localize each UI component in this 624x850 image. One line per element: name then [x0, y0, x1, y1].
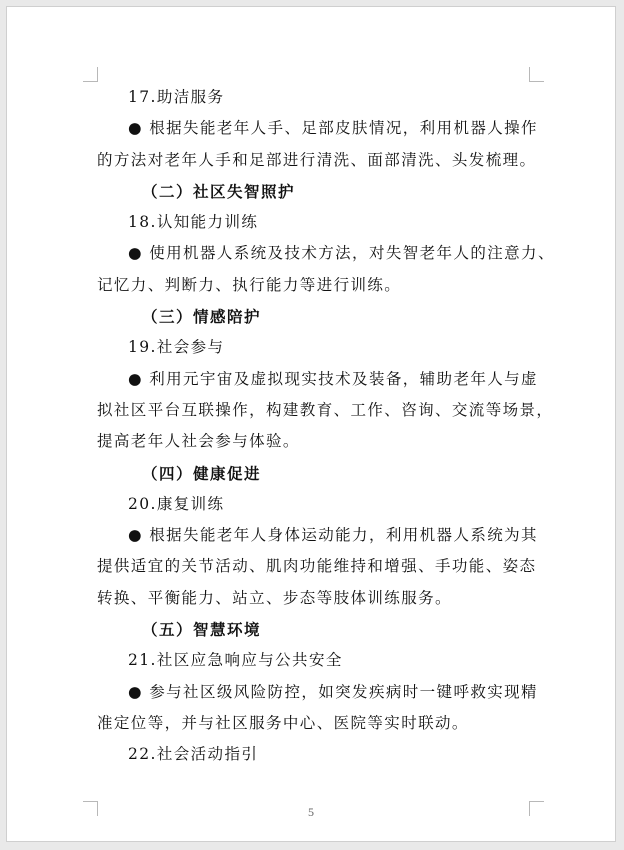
bullet-paragraph-line: ● 根据失能老年人手、足部皮肤情况，利用机器人操作	[128, 119, 538, 138]
page-number: 5	[308, 805, 314, 819]
bullet-paragraph-line: ● 根据失能老年人身体运动能力，利用机器人系统为其	[128, 526, 538, 545]
paragraph-continuation-line: 记忆力、判断力、执行能力等进行训练。	[97, 275, 402, 294]
item-heading: 20.康复训练	[128, 494, 225, 513]
section-heading: （四）健康促进	[142, 463, 262, 483]
item-heading: 19.社会参与	[128, 338, 225, 357]
crop-mark-top-right	[529, 67, 544, 82]
paragraph-continuation-line: 提高老年人社会参与体验。	[97, 432, 300, 451]
paragraph-continuation-line: 准定位等，并与社区服务中心、医院等实时联动。	[97, 713, 469, 732]
section-heading: （二）社区失智照护	[142, 181, 296, 201]
item-heading: 21.社区应急响应与公共安全	[128, 651, 343, 670]
crop-mark-top-left	[83, 67, 98, 82]
document-page	[6, 6, 616, 842]
bullet-paragraph-line: ● 利用元宇宙及虚拟现实技术及装备，辅助老年人与虚	[128, 369, 538, 388]
paragraph-continuation-line: 转换、平衡能力、站立、步态等肢体训练服务。	[97, 588, 452, 607]
section-heading: （五）智慧环境	[142, 620, 262, 640]
item-heading: 17.助洁服务	[128, 88, 225, 106]
document-body	[97, 82, 555, 771]
item-heading: 18.认知能力训练	[128, 213, 259, 232]
paragraph-continuation-line: 拟社区平台互联操作，构建教育、工作、咨询、交流等场景，	[97, 400, 554, 419]
bullet-paragraph-line: ● 参与社区级风险防控，如突发疾病时一键呼救实现精	[128, 682, 538, 701]
paragraph-continuation-line: 提供适宜的关节活动、肌肉功能维持和增强、手功能、姿态	[97, 557, 537, 576]
bullet-paragraph-line: ● 使用机器人系统及技术方法，对失智老年人的注意力、	[128, 244, 555, 263]
item-heading: 22.社会活动指引	[128, 745, 259, 764]
paragraph-continuation-line: 的方法对老年人手和足部进行清洗、面部清洗、头发梳理。	[97, 150, 537, 169]
section-heading: （三）情感陪护	[142, 307, 262, 327]
